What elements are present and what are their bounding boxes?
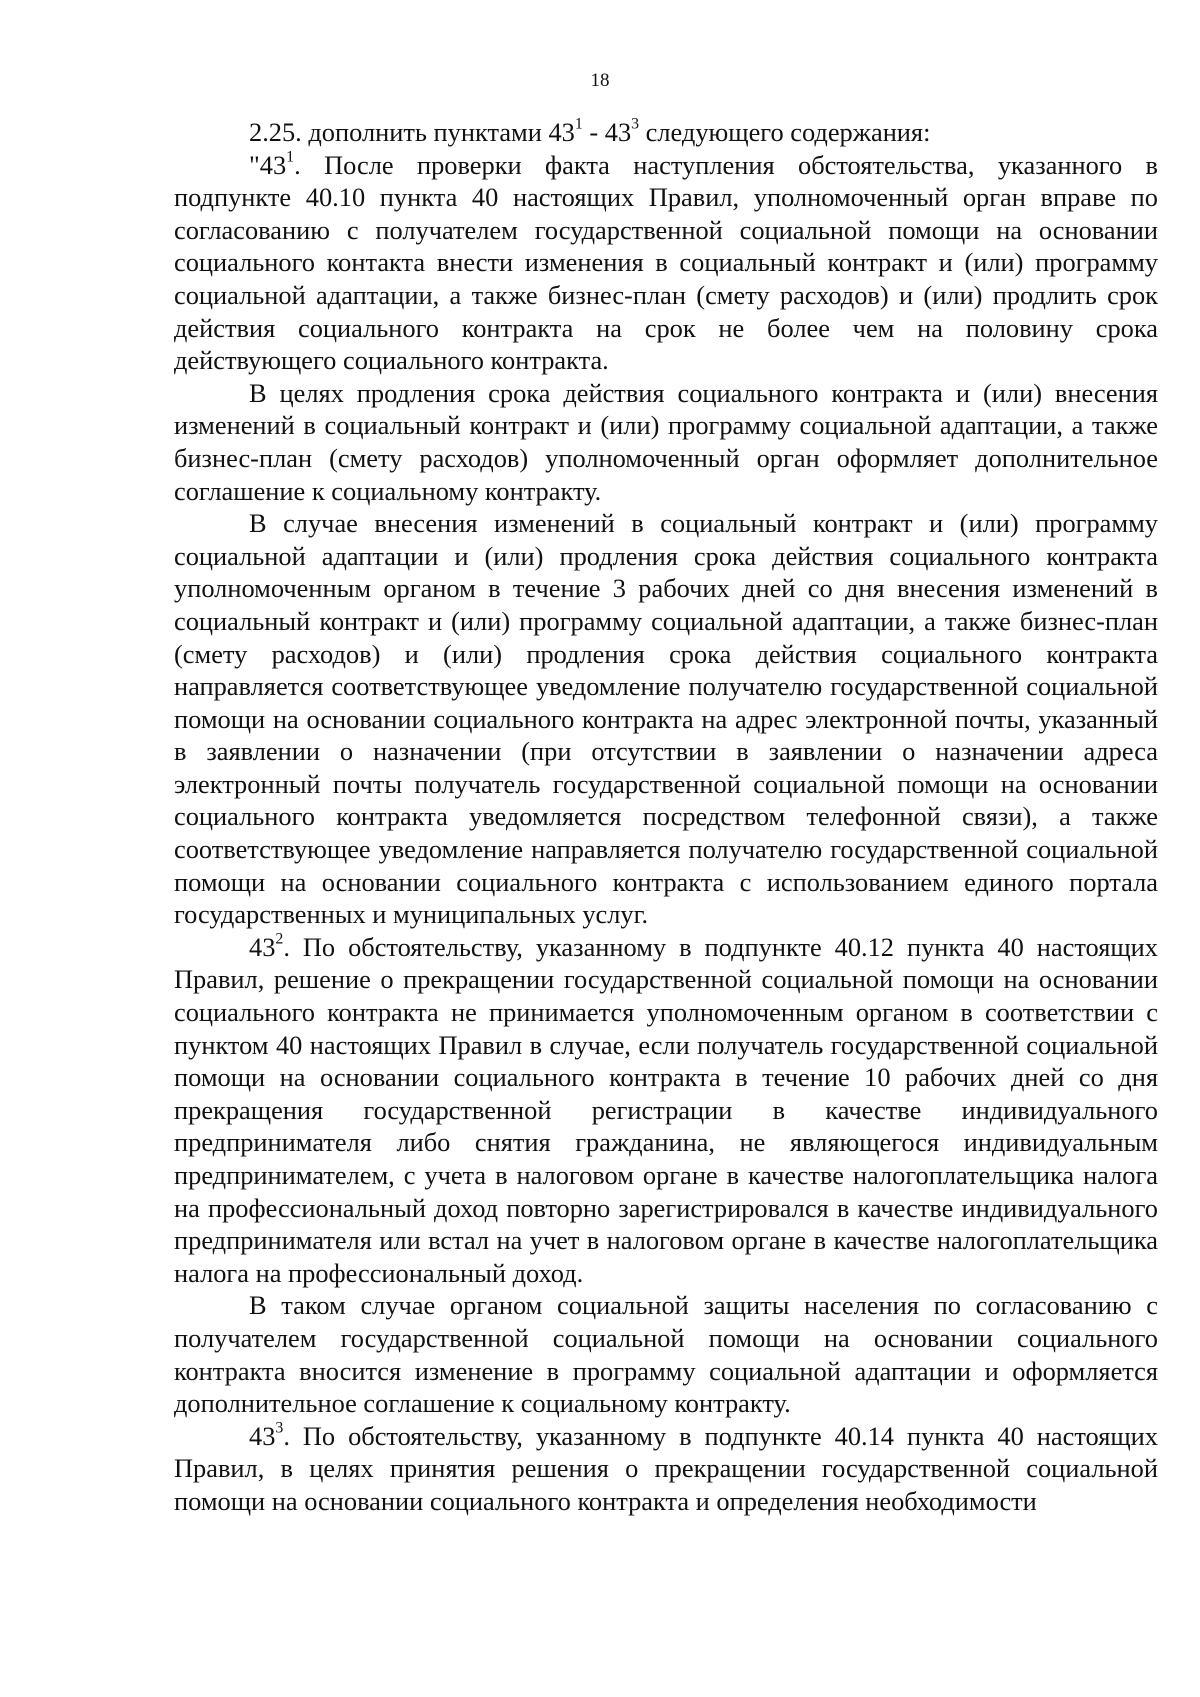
text-run: В таком случае органом социальной защиты населения по согласованию с получателем государственной социальной помощи на основании социального контракта вносится изменение в программу социальной адаптации и оформляется дополнительное соглашение к социальному контракту. (174, 1290, 1158, 1419)
paragraph (174, 116, 1158, 149)
paragraph (174, 507, 1158, 931)
text-run: 43 (249, 1420, 276, 1451)
document-body (174, 116, 1158, 1518)
page-number: 18 (590, 70, 610, 91)
superscript-index: 2 (275, 930, 284, 948)
text-run: . По обстоятельству, указанному в подпункте 40.12 пункта 40 настоящих Правил, решение о прекращении государственной социальной помощи на основании социального контракта не принимается уполномоченным органом в соответствии с пунктом 40 настоящих Правил в случае, если получатель государственной социальной помощи на основании социального контракта в течение 10 рабочих дней со дня прекращения государственной регистрации в качестве индивидуального предпринимателя либо снятия гражданина, не являющегося индивидуальным предпринимателем, с учета в налоговом органе в качестве налогоплательщика налога на профессиональный доход повторно зарегистрировался в качестве индивидуального предпринимателя или встал на учет в налоговом органе в качестве налогоплательщика налога на профессиональный доход. (174, 931, 1158, 1288)
text-run: 2.25. дополнить пунктами 43 (249, 117, 575, 147)
paragraph (174, 149, 1158, 377)
text-run: . После проверки факта наступления обстоятельства, указанного в подпункте 40.10 пункта 40 настоящих Правил, уполномоченный орган вправе по согласованию с получателем государственной социальной помощи на основании социального контакта внести изменения в социальный контракт и (или) программу социальной адаптации, а также бизнес-план (смету расходов) и (или) продлить срок действия социального контракта на срок не более чем на половину срока действующего социального контракта. (174, 149, 1158, 376)
text-run: 43 (249, 931, 276, 962)
text-run: "43 (249, 149, 287, 180)
text-run: . По обстоятельству, указанному в подпункте 40.14 пункта 40 настоящих Правил, в целях принятия решения о прекращении государственной социальной помощи на основании социального контракта и определения необходимости (174, 1420, 1158, 1516)
paragraph (174, 1420, 1158, 1518)
paragraph (174, 931, 1158, 1290)
paragraph (174, 377, 1158, 507)
superscript-index: 3 (631, 115, 640, 133)
superscript-index: 1 (286, 147, 295, 165)
superscript-index: 3 (275, 1419, 284, 1437)
paragraph (174, 1289, 1158, 1419)
text-run: В целях продления срока действия социального контракта и (или) внесения изменений в социальный контракт и (или) программу социальной адаптации, а также бизнес-план (смету расходов) уполномоченный орган оформляет дополнительное соглашение к социальному контракту. (174, 377, 1158, 506)
text-run: следующего содержания: (639, 117, 931, 147)
text-run: - 43 (582, 117, 632, 147)
text-run: В случае внесения изменений в социальный контракт и (или) программу социальной адаптации и (или) продления срока действия социального контракта уполномоченным органом в течение 3 рабочих дней со дня внесения изменений в социальный контракт и (или) программу социальной адаптации, а также бизнес-план (смету расходов) и (или) продления срока действия социального контракта направляется соответствующее уведомление получателю государственной социальной помощи на основании социального контракта на адрес электронной почты, указанный в заявлении о назначении (при отсутствии в заявлении о назначении адреса электронный почты получатель государственной социальной помощи на основании социального контракта уведомляется посредством телефонной связи), а также соответствующее уведомление направляется получателю государственной социальной помощи на основании социального контракта с использованием единого портала государственных и муниципальных услуг. (174, 508, 1158, 930)
superscript-index: 1 (574, 115, 583, 133)
